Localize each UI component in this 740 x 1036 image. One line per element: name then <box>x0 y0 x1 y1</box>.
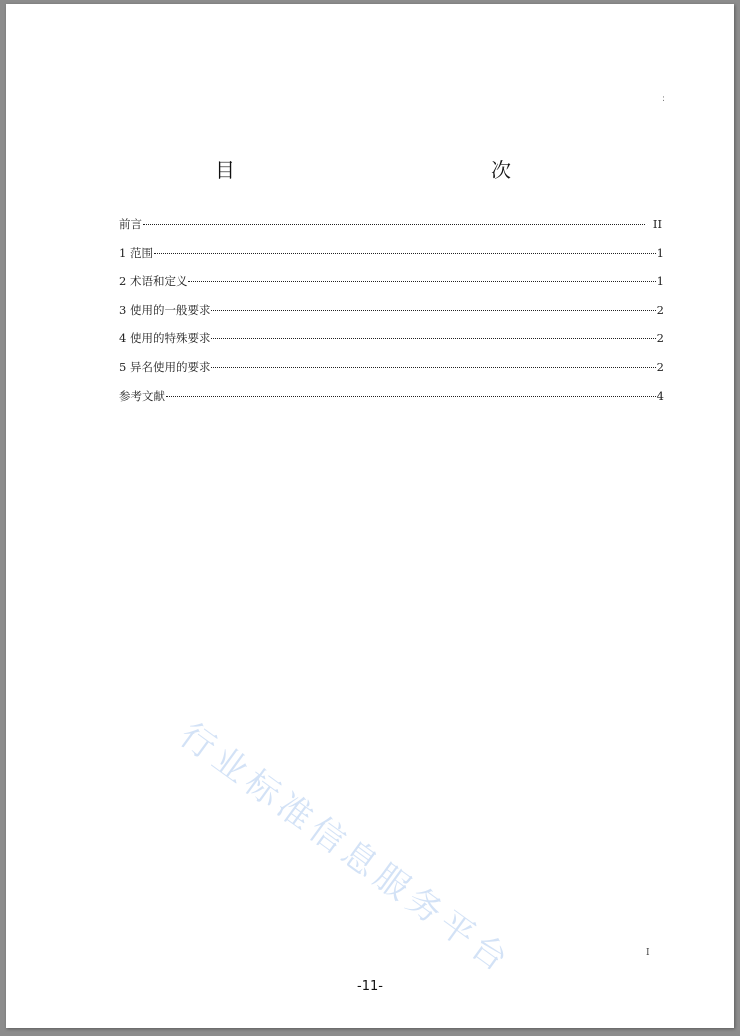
toc-entry-page: 2 <box>656 359 664 374</box>
toc-dot-leader <box>211 310 655 311</box>
toc-entry-references[interactable] <box>119 388 664 417</box>
document-page <box>6 4 734 1028</box>
page-number: I <box>646 948 650 958</box>
toc-entry-page: 4 <box>656 388 664 403</box>
watermark-text: 行业标准信息服务平台 <box>172 715 520 983</box>
toc-entry-page: 2 <box>656 331 664 346</box>
toc-entry-general-requirements[interactable] <box>119 302 664 331</box>
toc-dot-leader <box>166 396 656 397</box>
toc-dot-leader <box>154 253 656 254</box>
toc-entry-scope[interactable] <box>119 245 664 274</box>
table-of-contents <box>119 216 664 416</box>
toc-entry-label: 1 范围 <box>119 245 153 260</box>
toc-dot-leader <box>143 224 645 225</box>
toc-entry-label: 4 使用的特殊要求 <box>119 331 211 346</box>
footer-page-number: -11- <box>357 979 383 994</box>
corner-mark: : <box>662 94 666 104</box>
toc-entry-special-requirements[interactable] <box>119 330 664 359</box>
toc-entry-label: 前言 <box>119 217 142 231</box>
toc-dot-leader <box>188 281 655 282</box>
toc-dot-leader <box>211 338 655 339</box>
toc-entry-synonym-requirements[interactable] <box>119 359 664 388</box>
page-title: 目 次 <box>215 158 583 182</box>
toc-entry-page: 1 <box>656 245 664 260</box>
toc-entry-preface[interactable] <box>119 216 664 245</box>
toc-entry-terms[interactable] <box>119 273 664 302</box>
toc-entry-page: 2 <box>656 302 664 317</box>
toc-dot-leader <box>211 367 655 368</box>
toc-entry-label: 5 异名使用的要求 <box>119 359 211 374</box>
toc-entry-label: 2 术语和定义 <box>119 274 188 289</box>
toc-entry-page: 1 <box>656 274 664 289</box>
toc-entry-label: 3 使用的一般要求 <box>119 302 211 317</box>
toc-entry-page: II <box>652 217 662 231</box>
toc-entry-label: 参考文献 <box>119 388 165 403</box>
